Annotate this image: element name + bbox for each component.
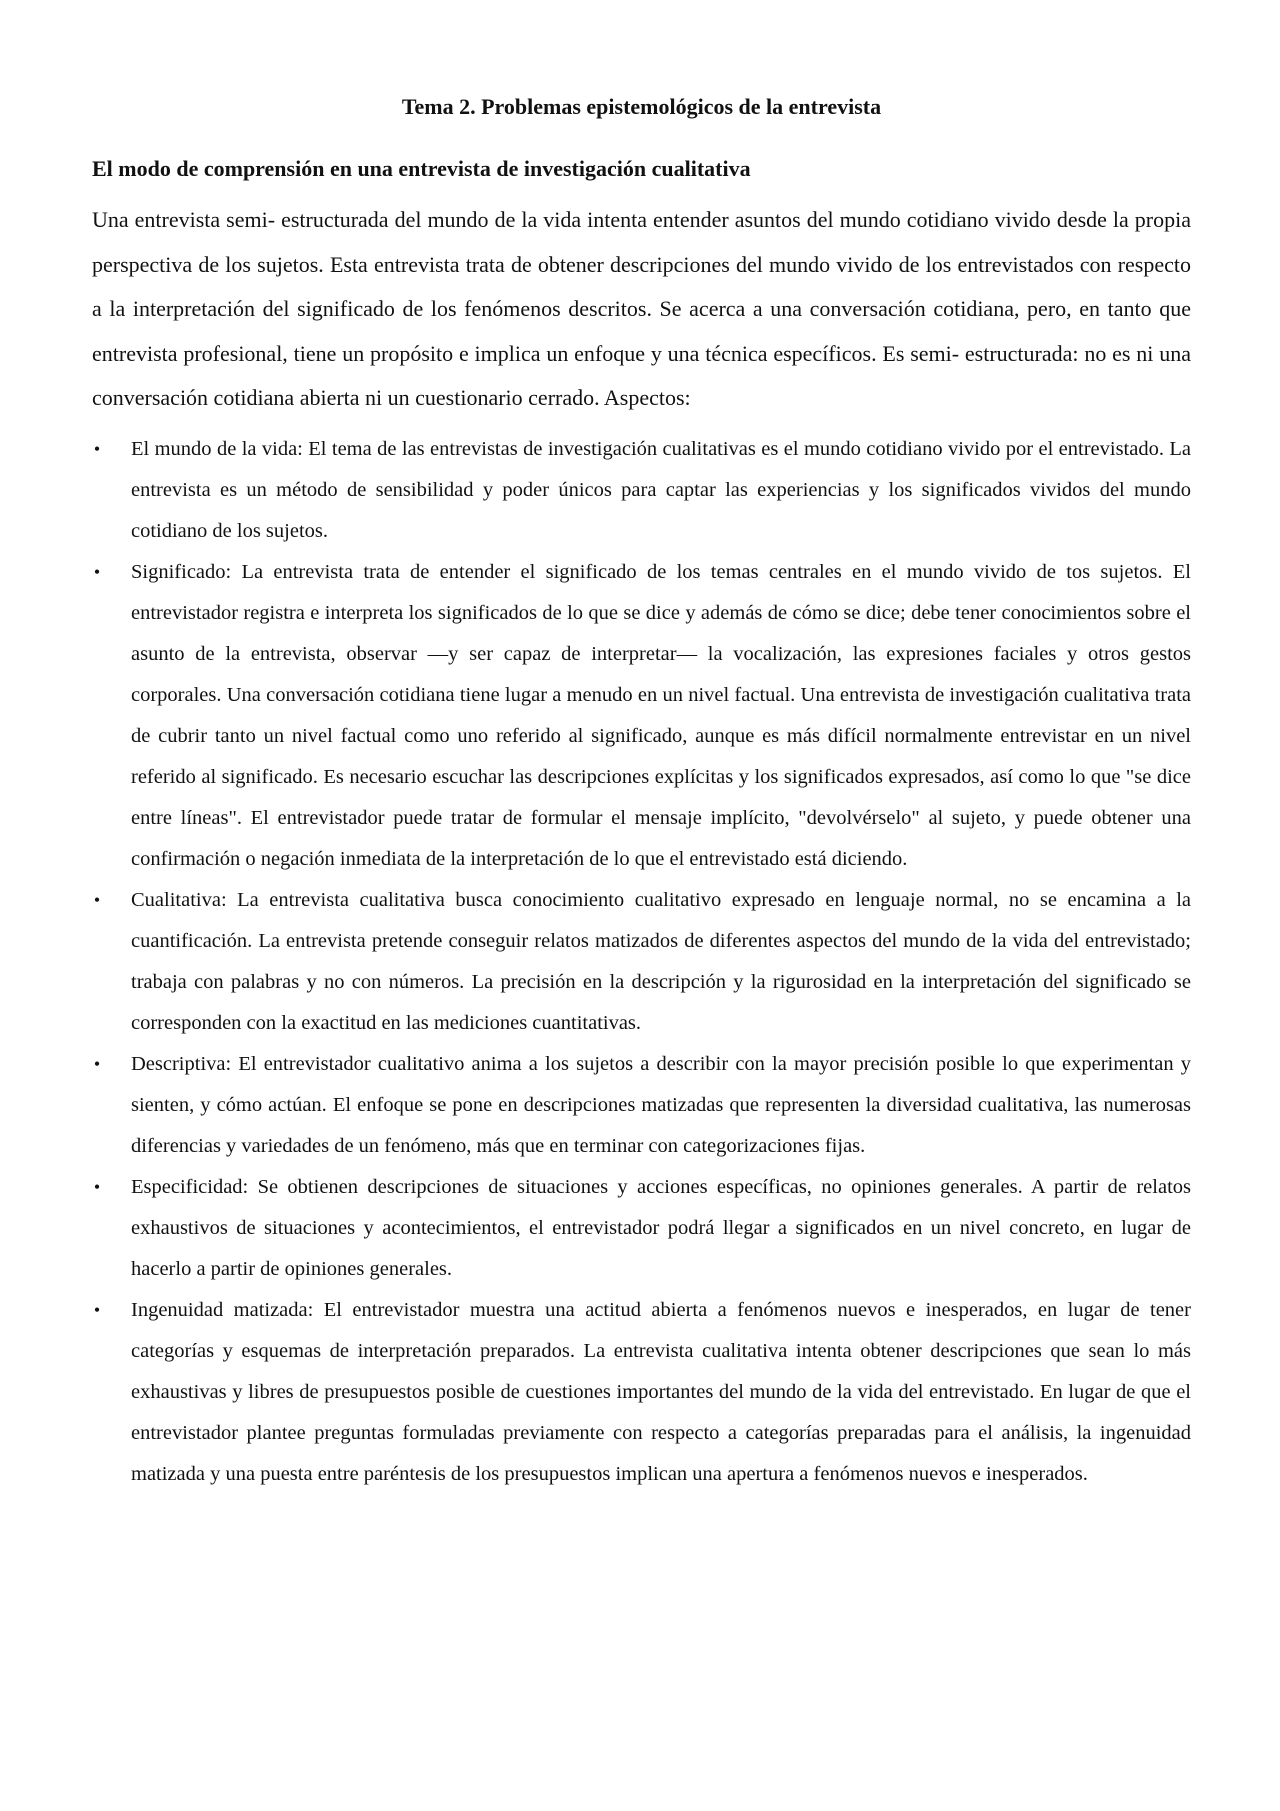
list-item-text: Cualitativa: La entrevista cualitativa busca conocimiento cualitativo expresado en lenguaje normal, no se encamina a la cuantificación. La entrevista pretende conseguir relatos matizados de diferentes aspectos del mundo de la vida del entrevistado; trabaja con palabras y no con números. La precisión en la descripción y la rigurosidad en la interpretación del significado se corresponden con la exactitud en las mediciones cuantitativas. (131, 888, 1191, 1034)
list-item-text: El mundo de la vida: El tema de las entrevistas de investigación cualitativas es el mundo cotidiano vivido por el entrevistado. La entrevista es un método de sensibilidad y poder únicos para captar las experiencias y los significados vividos del mundo cotidiano de los sujetos. (131, 437, 1191, 542)
section-heading: El modo de comprensión en una entrevista de investigación cualitativa (92, 156, 751, 181)
aspects-list (92, 429, 1191, 1495)
bullet-icon: • (93, 1053, 101, 1074)
bullet-icon: • (93, 1299, 101, 1320)
intro-paragraph: Una entrevista semi- estructurada del mundo de la vida intenta entender asuntos del mundo cotidiano vivido desde la propia perspectiva de los sujetos. Esta entrevista trata de obtener descripciones del mundo vivido de los entrevistados con respecto a la interpretación del significado de los fenómenos descritos. Se acerca a una conversación cotidiana, pero, en tanto que entrevista profesional, tiene un propósito e implica un enfoque y una técnica específicos. Es semi- estructurada: no es ni una conversación cotidiana abierta ni un cuestionario cerrado. Aspectos: (92, 207, 1191, 410)
list-item-text: Descriptiva: El entrevistador cualitativo anima a los sujetos a describir con la mayor precisión posible lo que experimentan y sienten, y cómo actúan. El enfoque se pone en descripciones matizadas que representen la diversidad cualitativa, las numerosas diferencias y variedades de un fenómeno, más que en terminar con categorizaciones fijas. (131, 1052, 1191, 1157)
document-page (92, 0, 1191, 1495)
list-item-descriptiva (92, 1044, 1191, 1167)
bullet-icon: • (93, 561, 101, 582)
bullet-icon: • (93, 438, 101, 459)
page-title: Tema 2. Problemas epistemológicos de la entrevista (401, 94, 882, 119)
list-item-ingenuidad-matizada (92, 1290, 1191, 1495)
list-item-especificidad (92, 1167, 1191, 1290)
list-item-mundo-de-la-vida (92, 429, 1191, 552)
bullet-icon: • (93, 1176, 101, 1197)
list-item-text: Especificidad: Se obtienen descripciones de situaciones y acciones específicas, no opiniones generales. A partir de relatos exhaustivos de situaciones y acontecimientos, el entrevistador podrá llegar a significados en un nivel concreto, en lugar de hacerlo a partir de opiniones generales. (131, 1175, 1191, 1280)
list-item-text: Significado: La entrevista trata de entender el significado de los temas centrales en el mundo vivido de tos sujetos. El entrevistador registra e interpreta los significados de lo que se dice y además de cómo se dice; debe tener conocimientos sobre el asunto de la entrevista, observar —y ser capaz de interpretar— la vocalización, las expresiones faciales y otros gestos corporales. Una conversación cotidiana tiene lugar a menudo en un nivel factual. Una entrevista de investigación cualitativa trata de cubrir tanto un nivel factual como uno referido al significado, aunque es más difícil normalmente entrevistar en un nivel referido al significado. Es necesario escuchar las descripciones explícitas y los significados expresados, así como lo que "se dice entre líneas". El entrevistador puede tratar de formular el mensaje implícito, "devolvérselo" al sujeto, y puede obtener una confirmación o negación inmediata de la interpretación de lo que el entrevistado está diciendo. (131, 560, 1191, 870)
bullet-icon: • (93, 889, 101, 910)
list-item-cualitativa (92, 880, 1191, 1044)
list-item-significado (92, 552, 1191, 880)
list-item-text: Ingenuidad matizada: El entrevistador muestra una actitud abierta a fenómenos nuevos e inesperados, en lugar de tener categorías y esquemas de interpretación preparados. La entrevista cualitativa intenta obtener descripciones que sean lo más exhaustivas y libres de presupuestos posible de cuestiones importantes del mundo de la vida del entrevistado. En lugar de que el entrevistador plantee preguntas formuladas previamente con respecto a categorías preparadas para el análisis, la ingenuidad matizada y una puesta entre paréntesis de los presupuestos implican una apertura a fenómenos nuevos e inesperados. (131, 1298, 1191, 1485)
